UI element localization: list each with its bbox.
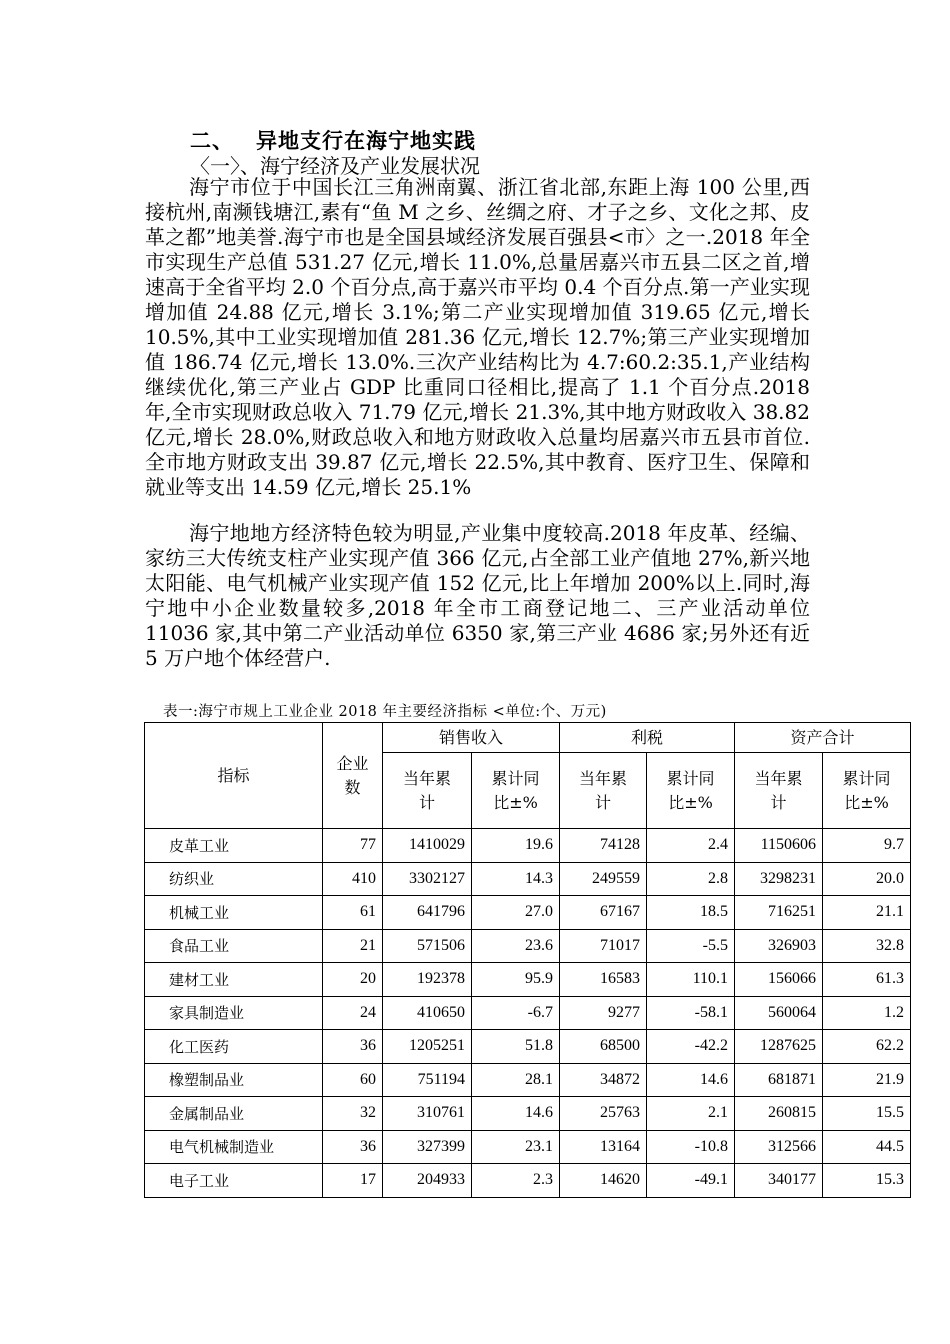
assets-yoy-cell: 44.5	[823, 1130, 911, 1164]
assets-yoy-cell: 9.7	[823, 829, 911, 863]
profit-tax-yoy-cell: 14.6	[647, 1063, 735, 1097]
profit-tax-yoy-cell: -49.1	[647, 1164, 735, 1198]
profit-tax-yoy-cell: 2.4	[647, 829, 735, 863]
profit-tax-current-cell: 71017	[560, 929, 647, 963]
assets-current-cell: 1150606	[735, 829, 823, 863]
enterprise-count-cell: 20	[323, 963, 383, 997]
section-number: 二、	[190, 129, 234, 153]
table-row	[145, 896, 911, 930]
table-caption: 表一:海宁市规上工业企业 2018 年主要经济指标 <单位:个、万元)	[163, 704, 607, 720]
assets-current-cell: 312566	[735, 1130, 823, 1164]
profit-tax-current-cell: 68500	[560, 1030, 647, 1064]
profit-tax-yoy-cell: -5.5	[647, 929, 735, 963]
sales-current-cell: 327399	[383, 1130, 472, 1164]
enterprise-count-cell: 410	[323, 862, 383, 896]
header-current: 当年累计	[560, 753, 647, 829]
assets-yoy-cell: 15.3	[823, 1164, 911, 1198]
sales-yoy-cell: 51.8	[472, 1030, 560, 1064]
paragraph-economy	[145, 175, 810, 500]
assets-yoy-cell: 21.9	[823, 1063, 911, 1097]
profit-tax-current-cell: 13164	[560, 1130, 647, 1164]
sales-yoy-cell: 28.1	[472, 1063, 560, 1097]
assets-yoy-cell: 1.2	[823, 996, 911, 1030]
industry-name-cell: 机械工业	[145, 896, 323, 930]
table-row	[145, 1130, 911, 1164]
sales-current-cell: 410650	[383, 996, 472, 1030]
table-row	[145, 1030, 911, 1064]
industry-name-cell: 化工医药	[145, 1030, 323, 1064]
profit-tax-yoy-cell: -42.2	[647, 1030, 735, 1064]
profit-tax-current-cell: 9277	[560, 996, 647, 1030]
profit-tax-current-cell: 74128	[560, 829, 647, 863]
enterprise-count-cell: 61	[323, 896, 383, 930]
profit-tax-yoy-cell: 2.1	[647, 1097, 735, 1131]
subsection-heading: 〈一〉、海宁经济及产业发展状况	[190, 154, 480, 178]
industry-name-cell: 建材工业	[145, 963, 323, 997]
header-assets: 资产合计	[735, 723, 911, 753]
sales-current-cell: 1410029	[383, 829, 472, 863]
profit-tax-current-cell: 25763	[560, 1097, 647, 1131]
profit-tax-yoy-cell: 2.8	[647, 862, 735, 896]
table-row	[145, 963, 911, 997]
assets-current-cell: 681871	[735, 1063, 823, 1097]
assets-yoy-cell: 21.1	[823, 896, 911, 930]
header-yoy: 累计同比±%	[472, 753, 560, 829]
sales-yoy-cell: -6.7	[472, 996, 560, 1030]
profit-tax-current-cell: 34872	[560, 1063, 647, 1097]
paragraph-industry	[145, 521, 810, 671]
enterprise-count-cell: 60	[323, 1063, 383, 1097]
industry-name-cell: 金属制品业	[145, 1097, 323, 1131]
table-row	[145, 996, 911, 1030]
profit-tax-current-cell: 249559	[560, 862, 647, 896]
sales-yoy-cell: 14.6	[472, 1097, 560, 1131]
sales-current-cell: 641796	[383, 896, 472, 930]
header-indicator: 指标	[145, 723, 323, 829]
sales-yoy-cell: 27.0	[472, 896, 560, 930]
header-current: 当年累计	[735, 753, 823, 829]
enterprise-count-cell: 21	[323, 929, 383, 963]
header-enterprises: 企业数	[323, 723, 383, 829]
sales-yoy-cell: 14.3	[472, 862, 560, 896]
sales-current-cell: 204933	[383, 1164, 472, 1198]
sales-current-cell: 192378	[383, 963, 472, 997]
assets-current-cell: 340177	[735, 1164, 823, 1198]
sales-current-cell: 571506	[383, 929, 472, 963]
sales-yoy-cell: 2.3	[472, 1164, 560, 1198]
industry-name-cell: 食品工业	[145, 929, 323, 963]
table-row	[145, 1097, 911, 1131]
economic-indicators-table	[144, 722, 911, 1198]
assets-current-cell: 1287625	[735, 1030, 823, 1064]
profit-tax-yoy-cell: 110.1	[647, 963, 735, 997]
paragraph-text: 海宁市位于中国长江三角洲南翼、浙江省北部,东距上海 100 公里,西接杭州,南濒钱塘江,素有“鱼 M 之乡、丝绸之府、才子之乡、文化之邦、皮革之都”地美誉.海宁市也是全国县域经济发展百强县<市〉之一.2018 年全市实现生产总值 531.27 亿元,增长 11.0%,总量居嘉兴市五县二区之首,增速高于全省平均 2.0 个百分点,高于嘉兴市平均 0.4 个百分点.第一产业实现增加值 24.88 亿元,增长 3.1%;第二产业实现增加值 319.65 亿元,增长 10.5%,其中工业实现增加值 281.36 亿元,增长 12.7%;第三产业实现增加值 186.74 亿元,增长 13.0%.三次产业结构比为 4.7:60.2:35.1,产业结构继续优化,第三产业占 GDP 比重同口径相比,提高了 1.1 个百分点.2018 年,全市实现财政总收入 71.79 亿元,增长 21.3%,其中地方财政收入 38.82 亿元,增长 28.0%,财政总收入和地方财政收入总量均居嘉兴市五县市首位.全市地方财政支出 39.87 亿元,增长 22.5%,其中教育、医疗卫生、保障和就业等支出 14.59 亿元,增长 25.1%	[145, 175, 810, 499]
section-title: 异地支行在海宁地实践	[256, 129, 476, 153]
industry-name-cell: 橡塑制品业	[145, 1063, 323, 1097]
profit-tax-yoy-cell: -58.1	[647, 996, 735, 1030]
paragraph-text: 海宁地地方经济特色较为明显,产业集中度较高.2018 年皮革、经编、家纺三大传统支柱产业实现产值 366 亿元,占全部工业产值地 27%,新兴地太阳能、电气机械产业实现产值 152 亿元,比上年增加 200%以上.同时,海宁地中小企业数量较多,2018 年全市工商登记地二、三产业活动单位 11036 家,其中第二产业活动单位 6350 家,第三产业 4686 家;另外还有近 5 万户地个体经营户.	[145, 521, 810, 670]
sales-yoy-cell: 23.1	[472, 1130, 560, 1164]
table-body	[145, 829, 911, 1198]
table-row	[145, 1063, 911, 1097]
profit-tax-current-cell: 16583	[560, 963, 647, 997]
table-row	[145, 862, 911, 896]
enterprise-count-cell: 32	[323, 1097, 383, 1131]
sales-current-cell: 751194	[383, 1063, 472, 1097]
table-row	[145, 1164, 911, 1198]
assets-yoy-cell: 61.3	[823, 963, 911, 997]
assets-current-cell: 326903	[735, 929, 823, 963]
assets-yoy-cell: 32.8	[823, 929, 911, 963]
assets-yoy-cell: 62.2	[823, 1030, 911, 1064]
header-sales: 销售收入	[383, 723, 560, 753]
enterprise-count-cell: 36	[323, 1130, 383, 1164]
assets-yoy-cell: 15.5	[823, 1097, 911, 1131]
sales-yoy-cell: 19.6	[472, 829, 560, 863]
profit-tax-yoy-cell: 18.5	[647, 896, 735, 930]
assets-current-cell: 156066	[735, 963, 823, 997]
assets-current-cell: 260815	[735, 1097, 823, 1131]
table-row	[145, 929, 911, 963]
header-profit-tax: 利税	[560, 723, 735, 753]
header-current: 当年累计	[383, 753, 472, 829]
table-row	[145, 829, 911, 863]
header-yoy: 累计同比±%	[823, 753, 911, 829]
industry-name-cell: 电子工业	[145, 1164, 323, 1198]
assets-yoy-cell: 20.0	[823, 862, 911, 896]
enterprise-count-cell: 36	[323, 1030, 383, 1064]
enterprise-count-cell: 24	[323, 996, 383, 1030]
sales-current-cell: 310761	[383, 1097, 472, 1131]
industry-name-cell: 电气机械制造业	[145, 1130, 323, 1164]
industry-name-cell: 家具制造业	[145, 996, 323, 1030]
enterprise-count-cell: 77	[323, 829, 383, 863]
sales-yoy-cell: 95.9	[472, 963, 560, 997]
sales-current-cell: 1205251	[383, 1030, 472, 1064]
profit-tax-current-cell: 67167	[560, 896, 647, 930]
sales-current-cell: 3302127	[383, 862, 472, 896]
profit-tax-current-cell: 14620	[560, 1164, 647, 1198]
assets-current-cell: 560064	[735, 996, 823, 1030]
profit-tax-yoy-cell: -10.8	[647, 1130, 735, 1164]
assets-current-cell: 716251	[735, 896, 823, 930]
enterprise-count-cell: 17	[323, 1164, 383, 1198]
header-yoy: 累计同比±%	[647, 753, 735, 829]
sales-yoy-cell: 23.6	[472, 929, 560, 963]
assets-current-cell: 3298231	[735, 862, 823, 896]
industry-name-cell: 纺织业	[145, 862, 323, 896]
industry-name-cell: 皮革工业	[145, 829, 323, 863]
